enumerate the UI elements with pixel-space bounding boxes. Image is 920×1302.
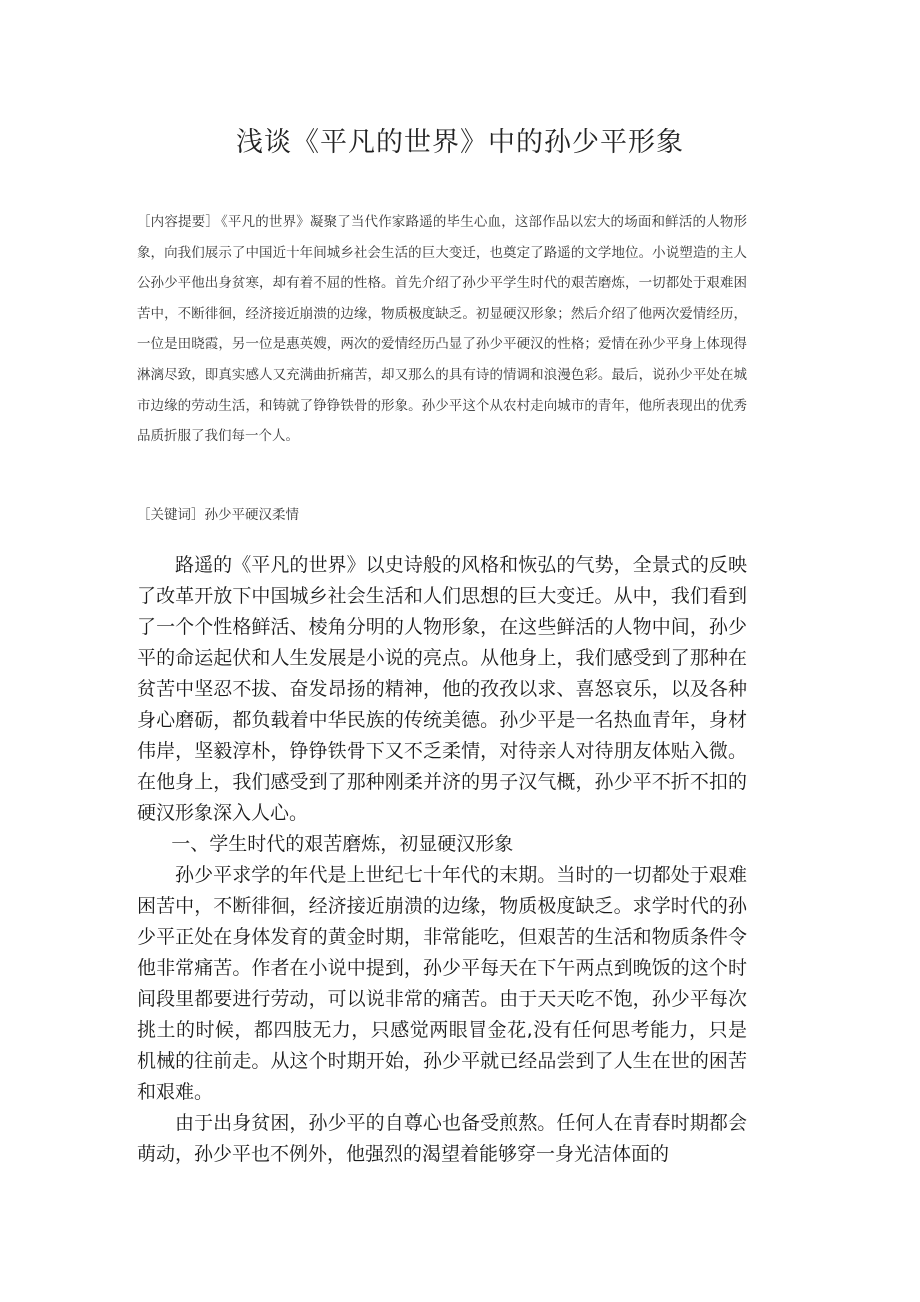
body-paragraph: 路遥的《平凡的世界》以史诗般的风格和恢弘的气势，全景式的反映了改革开放下中国城乡社会生活和人们思想的巨大变迁。从中，我们看到了一个个性格鲜活、棱角分明的人物形象，在这些鲜活的人物中间，孙少平的命运起伏和人生发展是小说的亮点。从他身上，我们感受到了那种在贫苦中坚忍不拔、奋发昂扬的精神，他的孜孜以求、喜怒哀乐，以及各种身心磨砺，都负载着中华民族的传统美德。孙少平是一名热血青年，身材伟岸，坚毅淳朴，铮铮铁骨下又不乏柔情，对待亲人对待朋友体贴入微。在他身上，我们感受到了那种刚柔并济的男子汉气概，孙少平不折不扣的硬汉形象深入人心。	[137, 554, 747, 824]
body-paragraph: 孙少平求学的年代是上世纪七十年代的末期。当时的一切都处于艰难困苦中，不断徘徊，经济接近崩溃的边缘，物质极度缺乏。求学时代的孙少平正处在身体发育的黄金时期，非常能吃，但艰苦的生活和物质条件令他非常痛苦。作者在小说中提到，孙少平每天在下午两点到晚饭的这个时间段里都要进行劳动，可以说非常的痛苦。由于天天吃不饱，孙少平每次挑土的时候，都四肢无力，只感觉两眼冒金花,没有任何思考能力，只是机械的往前走。从这个时期开始，孙少平就已经品尝到了人生在世的困苦和艰难。	[137, 864, 747, 1103]
abstract	[137, 207, 747, 452]
body-text	[137, 550, 747, 1170]
section-heading: 一、学生时代的艰苦磨炼，初显硬汉形象	[171, 833, 514, 855]
page-title: 浅谈《平凡的世界》中的孙少平形象	[236, 127, 684, 158]
keywords	[137, 500, 299, 530]
body-paragraph: 由于出身贫困，孙少平的自尊心也备受煎熬。任何人在青春时期都会萌动，孙少平也不例外，他强烈的渴望着能够穿一身光洁体面的	[137, 1112, 747, 1165]
abstract-text: 《平凡的世界》凝聚了当代作家路遥的毕生心血，这部作品以宏大的场面和鲜活的人物形象，向我们展示了中国近十年间城乡社会生活的巨大变迁，也奠定了路遥的文学地位。小说塑造的主人公孙少平他出身贫寒，却有着不屈的性格。首先介绍了孙少平学生时代的艰苦磨炼，一切都处于艰难困苦中，不断徘徊，经济接近崩溃的边缘，物质极度缺乏。初显硬汉形象；然后介绍了他两次爱情经历，一位是田晓霞，另一位是惠英嫂，两次的爱情经历凸显了孙少平硬汉的性格；爱情在孙少平身上体现得淋漓尽致，即真实感人又充满曲折痛苦，却又那么的具有诗的情调和浪漫色彩。最后，说孙少平处在城市边缘的劳动生活，和铸就了铮铮铁骨的形象。孙少平这个从农村走向城市的青年，他所表现出的优秀品质折服了我们每一个人。	[137, 214, 748, 445]
keywords-tag: ［关键词］	[137, 507, 205, 523]
abstract-tag: ［内容提要］	[137, 214, 219, 230]
keywords-text: 孙少平硬汉柔情	[204, 507, 299, 523]
